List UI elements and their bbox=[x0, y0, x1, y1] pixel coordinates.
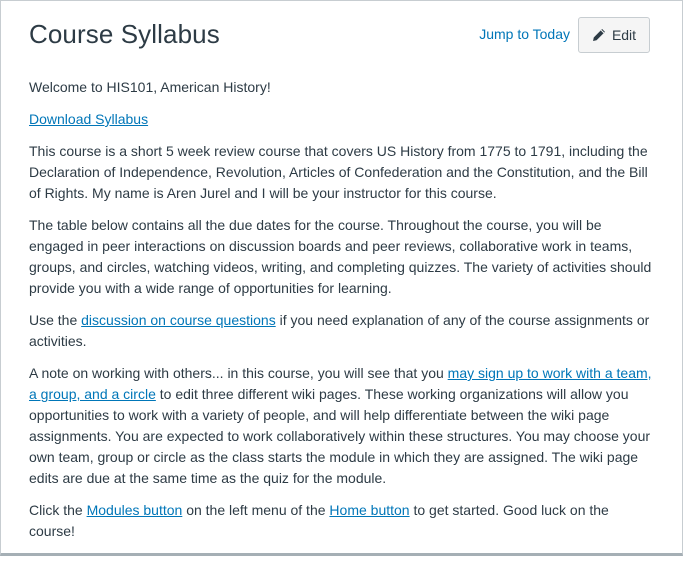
start-text-post: to get started. Good luck on the course! bbox=[29, 502, 609, 539]
questions-paragraph bbox=[29, 310, 655, 352]
start-text-mid: on the left menu of the bbox=[182, 502, 330, 518]
edit-button[interactable] bbox=[578, 17, 650, 53]
questions-text-post: if you need explanation of any of the course assignments or activities. bbox=[29, 312, 650, 349]
others-text-pre: A note on working with others... in this course, you will see that you bbox=[29, 365, 448, 381]
get-started-paragraph bbox=[29, 500, 655, 542]
table-info-paragraph: The table below contains all the due dates for the course. Throughout the course, you will be engaged in peer interactions on discussion boards and peer reviews, collaborative work in teams, groups, and circles, watching videos, writing, and completing quizzes. The variety of activities should provide you with a wide range of opportunities for learning. bbox=[29, 217, 652, 296]
edit-button-label: Edit bbox=[611, 27, 637, 43]
questions-text-pre: Use the bbox=[29, 312, 82, 328]
others-text-post: to edit three different wiki pages. These working organizations will allow you opportunities to work with a variety of people, and will help differentiate between the wiki page assignments. You are expected to work collaboratively within these structures. You may choose your own team, group or circle as the class starts the module in which they are assigned. The wiki page edits are due at the same time as the quiz for the module. bbox=[29, 386, 651, 486]
download-syllabus-link[interactable]: Download Syllabus bbox=[29, 111, 149, 127]
page-title: Course Syllabus bbox=[29, 19, 220, 49]
download-paragraph bbox=[29, 109, 655, 130]
jump-to-today-link[interactable]: Jump to Today bbox=[479, 26, 570, 42]
sign-up-team-group-circle-link[interactable]: may sign up to work with a team, a group, and a circle bbox=[29, 365, 652, 402]
pencil-icon bbox=[592, 28, 606, 42]
discussion-course-questions-link[interactable]: discussion on course questions bbox=[81, 312, 276, 328]
welcome-text: Welcome to HIS101, American History! bbox=[29, 79, 271, 95]
modules-button-link[interactable]: Modules button bbox=[86, 502, 183, 518]
home-button-link[interactable]: Home button bbox=[329, 502, 410, 518]
intro-paragraph: This course is a short 5 week review course that covers US History from 1775 to 1791, including the Declaration of Independence, Revolution, Articles of Confederation and the Constitution, and the Bill of Rights. My name is Aren Jurel and I will be your instructor for this course. bbox=[29, 143, 648, 201]
working-with-others-paragraph bbox=[29, 363, 655, 489]
syllabus-header bbox=[29, 17, 650, 57]
syllabus-body bbox=[29, 77, 655, 553]
start-text-pre: Click the bbox=[29, 502, 87, 518]
